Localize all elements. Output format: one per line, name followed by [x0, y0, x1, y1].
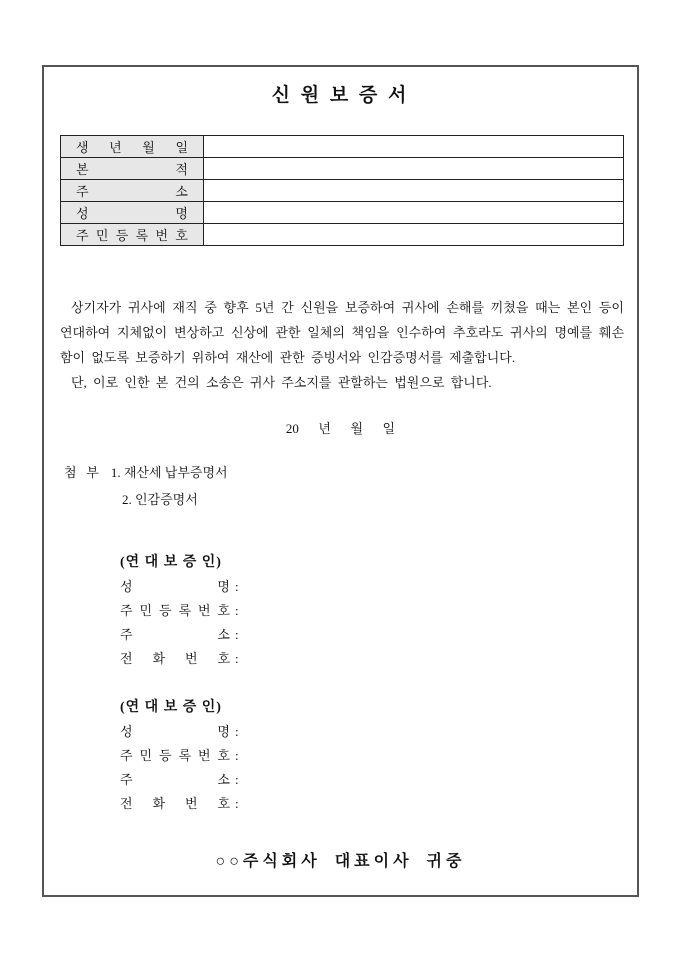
domicile-value-cell — [204, 158, 624, 180]
attachment-line-2 — [122, 486, 228, 513]
address-label: 주 소 — [76, 184, 188, 199]
document-border-frame — [42, 65, 639, 897]
address-label-cell — [61, 180, 204, 202]
guarantor-1-resident-number-label: 주 민 등 록 번 호 — [120, 603, 230, 618]
domicile-label: 본 적 — [76, 162, 188, 177]
guarantor-2-phone-row — [120, 792, 340, 816]
guarantor-1-resident-number-row — [120, 599, 340, 623]
guarantor-2-title: (연 대 보 증 인) — [120, 700, 222, 715]
table-row-address — [61, 180, 624, 202]
guarantor-2-phone-label: 전 화 번 호 — [120, 796, 230, 811]
guarantor-1-title: (연 대 보 증 인) — [120, 555, 222, 570]
statement-line-3: 함이 없도록 보증하기 위하여 재산에 관한 증빙서와 인감증명서를 제출합니다. — [60, 350, 516, 365]
resident-number-label-cell — [61, 224, 204, 246]
attachment-item-2: 2. 인감증명서 — [122, 492, 198, 507]
birthdate-label: 생 년 월 일 — [76, 140, 188, 155]
attachment-item-1: 1. 재산세 납부증명서 — [110, 465, 228, 480]
attachments-label: 첨 부 — [64, 465, 99, 480]
guarantee-statement — [60, 295, 624, 395]
guarantor-1-address-label: 주 소 — [120, 627, 230, 642]
guarantor-1-phone-row — [120, 647, 340, 671]
guarantor-1-name-row — [120, 575, 340, 599]
guarantor-2-name-label: 성 명 — [120, 724, 230, 739]
address-value-cell — [204, 180, 624, 202]
birthdate-label-cell — [61, 136, 204, 158]
name-label: 성 명 — [76, 206, 188, 221]
guarantor-2-address-row — [120, 768, 340, 792]
addressee-footer: ○○주식회사 대표이사 귀중 — [215, 853, 466, 870]
statement-line-1: 상기자가 귀사에 재직 중 향후 5년 간 신원을 보증하여 귀사에 손해를 끼쳤을 때는 본인 등이 — [71, 300, 624, 315]
guarantor-1-address-row — [120, 623, 340, 647]
birthdate-value-cell — [204, 136, 624, 158]
joint-guarantor-block-1 — [120, 551, 340, 671]
joint-guarantor-block-2 — [120, 696, 340, 816]
guarantor-1-name-label: 성 명 — [120, 579, 230, 594]
date-line: 20 년 월 일 — [285, 421, 396, 436]
colon: : — [235, 772, 239, 787]
colon: : — [235, 796, 239, 811]
attachment-line-1 — [64, 459, 228, 486]
resident-number-label: 주 민 등 록 번 호 — [76, 228, 188, 243]
domicile-label-cell — [61, 158, 204, 180]
colon: : — [235, 579, 239, 594]
colon: : — [235, 651, 239, 666]
colon: : — [235, 627, 239, 642]
name-value-cell — [204, 202, 624, 224]
table-row-name — [61, 202, 624, 224]
guarantor-2-resident-number-row — [120, 744, 340, 768]
table-row-birthdate — [61, 136, 624, 158]
guarantor-2-address-label: 주 소 — [120, 772, 230, 787]
table-row-resident-number — [61, 224, 624, 246]
colon: : — [235, 724, 239, 739]
page-title: 신 원 보 증 서 — [271, 85, 410, 106]
colon: : — [235, 603, 239, 618]
statement-line-4: 단, 이로 인한 본 건의 소송은 귀사 주소지를 관할하는 법원으로 합니다. — [71, 375, 492, 390]
resident-number-value-cell — [204, 224, 624, 246]
guarantor-1-phone-label: 전 화 번 호 — [120, 651, 230, 666]
applicant-info-table — [60, 135, 624, 246]
guarantor-2-resident-number-label: 주 민 등 록 번 호 — [120, 748, 230, 763]
colon: : — [235, 748, 239, 763]
attachments-section — [64, 459, 228, 513]
guarantor-2-name-row — [120, 720, 340, 744]
statement-line-2: 연대하여 지체없이 변상하고 신상에 관한 일체의 책임을 인수하여 추호라도 귀사의 명예를 훼손 — [60, 325, 624, 340]
name-label-cell — [61, 202, 204, 224]
table-row-domicile — [61, 158, 624, 180]
